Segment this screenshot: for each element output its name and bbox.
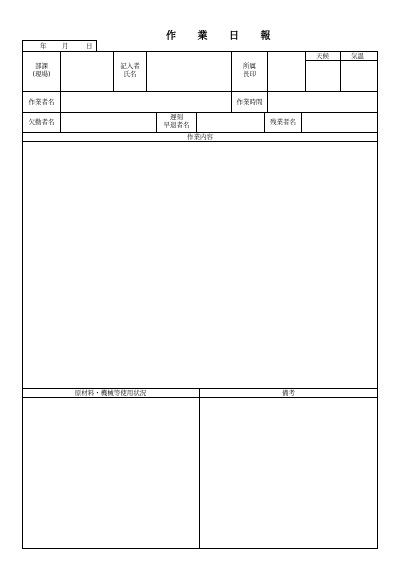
- recorder-label: [114, 62, 146, 78]
- temperature-field[interactable]: [341, 61, 377, 91]
- late-early-name-field[interactable]: [197, 113, 264, 132]
- department-label-line1: 部課: [35, 62, 48, 70]
- department-field[interactable]: [61, 52, 113, 91]
- materials-label: 原材料・機械等使用状況: [74, 389, 147, 397]
- date-day-label: 日: [86, 42, 93, 50]
- overtime-name-field[interactable]: [302, 113, 377, 132]
- recorder-name-field[interactable]: [147, 52, 231, 91]
- worker-name-field[interactable]: [61, 92, 231, 112]
- temperature-label: 気温: [351, 52, 364, 60]
- affiliation-label-line2: 長印: [243, 70, 256, 78]
- absentee-name-field[interactable]: [61, 113, 156, 132]
- supervisor-seal-field[interactable]: [268, 52, 305, 91]
- materials-area[interactable]: [23, 398, 199, 548]
- date-year-label: 年: [40, 42, 47, 50]
- weather-label: 天候: [316, 52, 329, 60]
- absentee-name-label: 欠勤者名: [28, 118, 55, 126]
- affiliation-label-line1: 所属: [243, 62, 256, 70]
- remarks-area[interactable]: [200, 398, 377, 548]
- work-hours-field[interactable]: [268, 92, 377, 112]
- weather-field[interactable]: [306, 61, 340, 91]
- late-label-line2: 早退者名: [163, 121, 190, 129]
- affiliation-seal-label: [232, 62, 267, 78]
- row1-div-f: [305, 51, 306, 91]
- date-box-right: [96, 40, 97, 51]
- report-title: 作 業 日 報: [166, 31, 280, 42]
- work-content-area[interactable]: [23, 142, 377, 388]
- date-field[interactable]: [22, 40, 96, 51]
- remarks-label: 備考: [282, 389, 295, 397]
- worker-name-label: 作業者名: [28, 98, 55, 106]
- department-label-line2: (現場): [32, 70, 51, 78]
- late-early-label: [157, 113, 196, 129]
- work-content-label: 作業内容: [187, 133, 213, 141]
- overtime-name-label: 残業者名: [270, 118, 296, 126]
- frame-right: [377, 51, 378, 549]
- department-label: [23, 62, 60, 78]
- date-month-label: 月: [62, 42, 69, 50]
- frame-bottom: [22, 548, 378, 549]
- recorder-label-line1: 記入者: [120, 62, 140, 70]
- recorder-label-line2: 氏名: [123, 70, 137, 78]
- work-hours-label: 作業時間: [236, 98, 263, 106]
- late-label-line1: 遅刻: [170, 113, 183, 121]
